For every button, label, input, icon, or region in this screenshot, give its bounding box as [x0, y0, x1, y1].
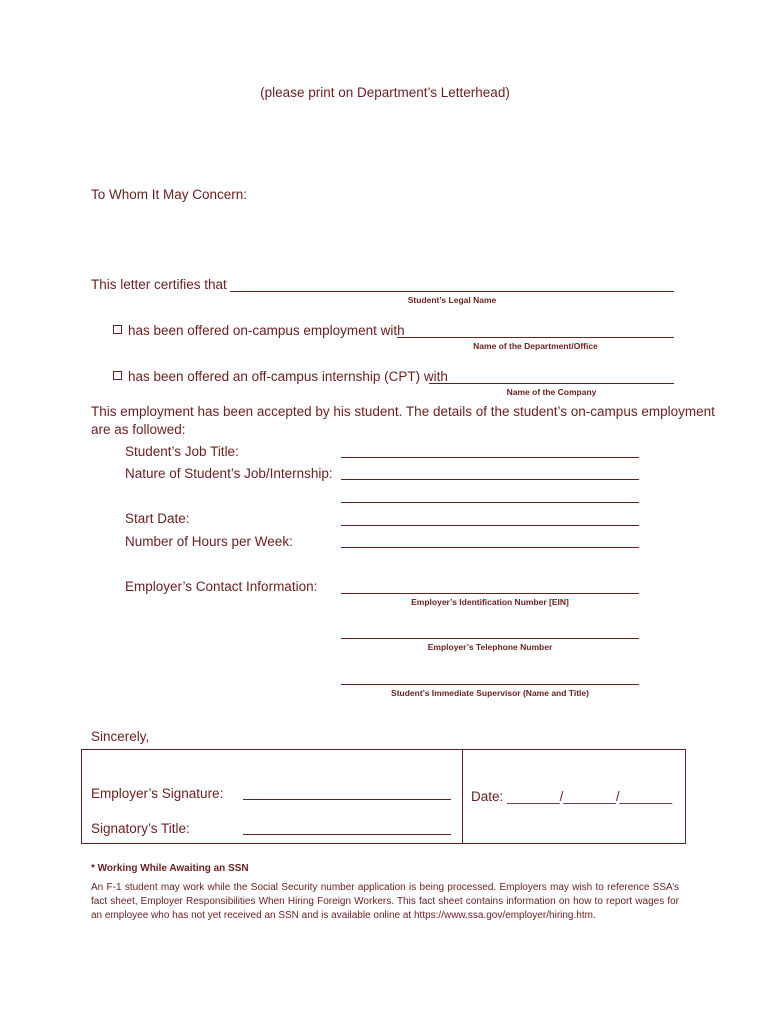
option-on-campus-label: has been offered on-campus employment with: [128, 323, 405, 338]
student-name-field[interactable]: [230, 291, 674, 292]
letterhead-note: (please print on Department’s Letterhead): [260, 85, 510, 100]
start-date-label: Start Date:: [125, 511, 190, 526]
option-on-campus: [113, 322, 405, 340]
student-name-caption: Student’s Legal Name: [407, 295, 497, 305]
signatory-title-label: Signatory’s Title:: [91, 821, 190, 836]
ssn-note-body: An F-1 student may work while the Social Security number application is being processed. Employers may wish to reference SSA’s fact sheet, Employer Responsibilities When Hiring Foreign Workers. This fact sheet contains information on how to report wages for an employee who has not yet received an SSN and is available online at https://www.ssa.gov/employer/hiring.htm.: [91, 882, 679, 921]
date-field[interactable]: Date: _______/_______/_______: [471, 789, 673, 804]
signature-field[interactable]: [243, 799, 451, 800]
phone-field[interactable]: [341, 638, 639, 639]
option-off-campus-label: has been offered an off-campus internship (CPT) with: [128, 369, 448, 384]
option-off-campus: [113, 368, 448, 386]
hours-field[interactable]: [341, 547, 639, 548]
signatory-title-field[interactable]: [243, 834, 451, 835]
supervisor-field[interactable]: [341, 684, 639, 685]
on-campus-checkbox[interactable]: [113, 325, 122, 334]
company-caption: Name of the Company: [506, 387, 597, 397]
details-intro-line2: are as followed:: [91, 422, 186, 437]
certification-intro: This letter certifies that: [91, 277, 227, 292]
hours-label: Number of Hours per Week:: [125, 534, 293, 549]
company-field[interactable]: [429, 383, 674, 384]
nature-label: Nature of Student’s Job/Internship:: [125, 466, 333, 481]
department-caption: Name of the Department/Office: [473, 341, 598, 351]
ssn-note-title: * Working While Awaiting an SSN: [91, 863, 249, 874]
ein-field[interactable]: [341, 593, 639, 594]
supervisor-caption: Student’s Immediate Supervisor (Name and Title): [391, 688, 589, 698]
signature-label: Employer’s Signature:: [91, 786, 224, 801]
details-intro-line1: This employment has been accepted by his student. The details of the student’s on-campus employment: [91, 404, 715, 419]
job-title-label: Student’s Job Title:: [125, 444, 239, 459]
nature-field-2[interactable]: [341, 502, 639, 503]
ein-caption: Employer’s Identification Number [EIN]: [411, 597, 569, 607]
signature-box-divider: [462, 749, 463, 844]
salutation: To Whom It May Concern:: [91, 187, 248, 202]
start-date-field[interactable]: [341, 525, 639, 526]
phone-caption: Employer’s Telephone Number: [427, 642, 553, 652]
department-field[interactable]: [397, 337, 674, 338]
nature-field-1[interactable]: [341, 479, 639, 480]
contact-label: Employer’s Contact Information:: [125, 579, 318, 594]
off-campus-checkbox[interactable]: [113, 371, 122, 380]
job-title-field[interactable]: [341, 457, 639, 458]
sincerely: Sincerely,: [91, 729, 150, 744]
